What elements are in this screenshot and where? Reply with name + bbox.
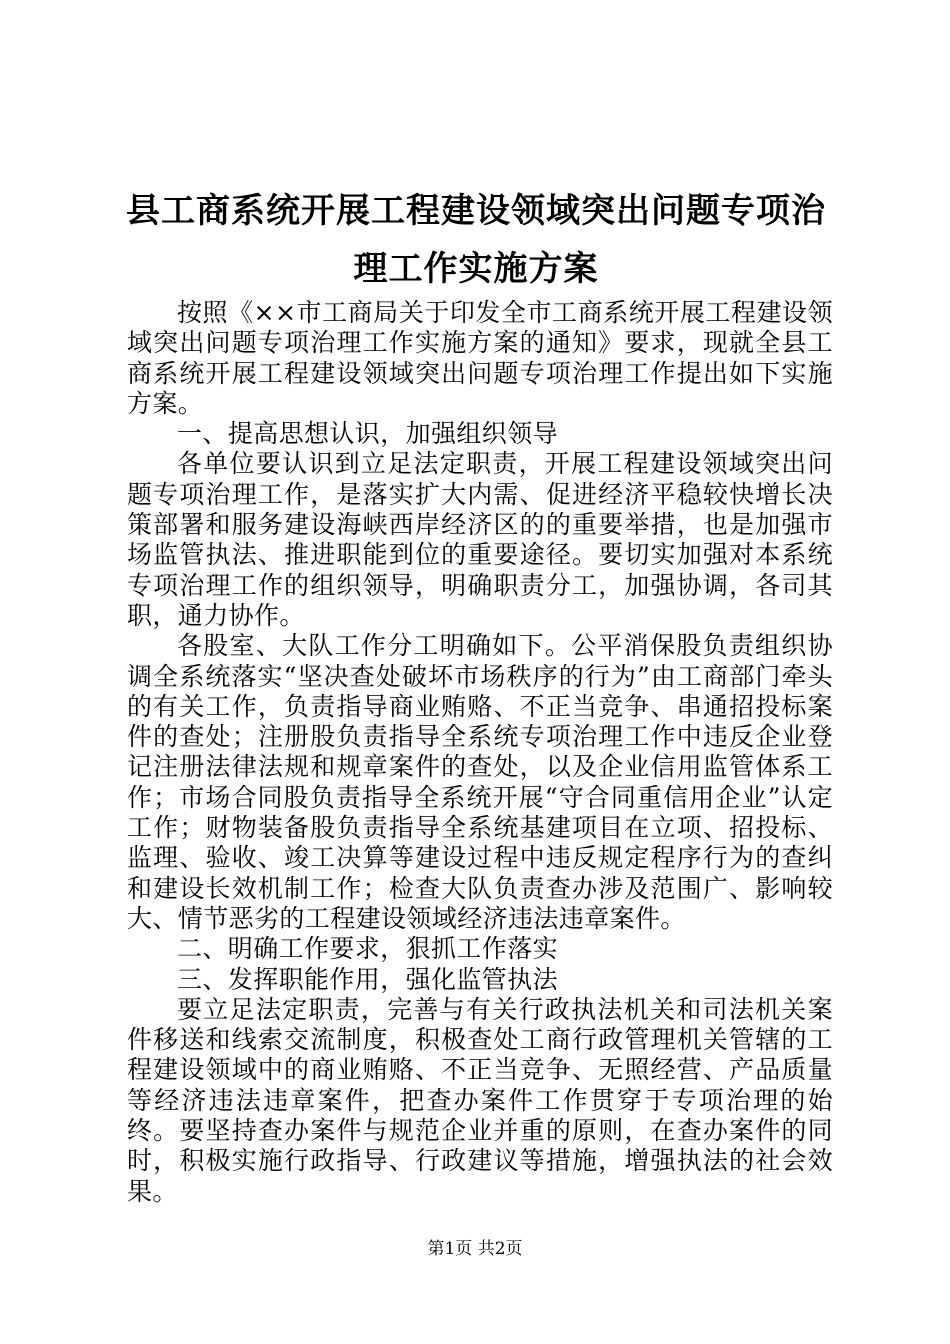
title-line-1: 县工商系统开展工程建设领域突出问题专项治 [126, 191, 826, 231]
section-heading-1: 一、提高思想认识，加强组织领导 [177, 419, 559, 449]
paragraph-enforcement: 要立足法定职责，完善与有关行政执法机关和司法机关案件移送和线索交流制度，积极查处工商行政管理机关管辖的工程建设领域中的商业贿赂、不正当竞争、无照经营、产品质量等经济违法违章案件，把查办案件工作贯穿于专项治理的始终。要坚持查办案件与规范企业并重的原则，在查办案件的同时，积极实施行政指导、行政建议等措施，增强执法的社会效果。 [127, 994, 833, 1206]
section-heading-2: 二、明确工作要求，狠抓工作落实 [177, 934, 559, 964]
paragraph-intro: 按照《××市工商局关于印发全市工商系统开展工程建设领域突出问题专项治理工作实施方案的通知》要求，现就全县工商系统开展工程建设领域突出问题专项治理工作提出如下实施方案。 [127, 298, 833, 418]
document-body [127, 298, 833, 1207]
title-line-2: 理工作实施方案 [353, 249, 599, 289]
paragraph-organization: 各单位要认识到立足法定职责，开展工程建设领域突出问题专项治理工作，是落实扩大内需、促进经济平稳较快增长决策部署和服务建设海峡西岸经济区的的重要举措，也是加强市场监管执法、推进职能到位的重要途径。要切实加强对本系统专项治理工作的组织领导，明确职责分工，加强协调，各司其职，通力协作。 [127, 449, 833, 630]
document-title [120, 182, 832, 298]
page-footer: 第1页 共2页 [427, 1239, 523, 1259]
section-heading-3: 三、发挥职能作用，强化监管执法 [177, 964, 559, 994]
paragraph-division-of-work: 各股室、大队工作分工明确如下。公平消保股负责组织协调全系统落实“坚决查处破坏市场秩序的行为”由工商部门牵头的有关工作，负责指导商业贿赂、不正当竞争、串通招投标案件的查处；注册股负责指导全系统专项治理工作中违反企业登记注册法律法规和规章案件的查处，以及企业信用监管体系工作；市场合同股负责指导全系统开展“守合同重信用企业”认定工作；财物装备股负责指导全系统基建项目在立项、招投标、监理、验收、竣工决算等建设过程中违反规定程序行为的查纠和建设长效机制工作；检查大队负责查办涉及范围广、影响较大、情节恶劣的工程建设领域经济违法违章案件。 [127, 631, 833, 933]
